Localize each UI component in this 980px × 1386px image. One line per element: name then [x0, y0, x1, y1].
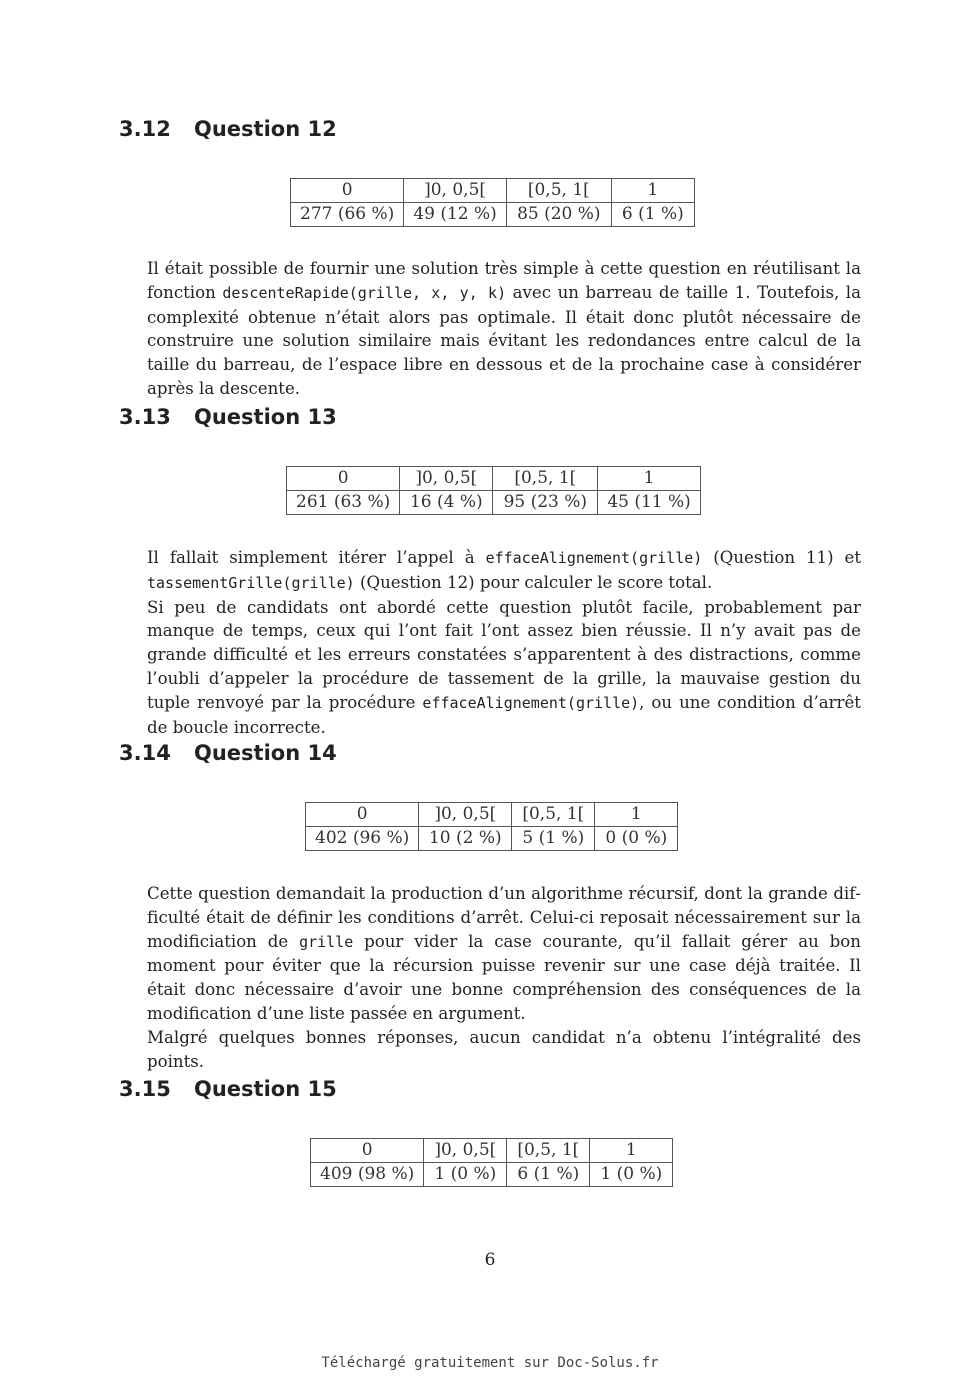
paragraph-text: Il fallait simplement itérer l’appel à — [147, 548, 486, 567]
table-cell: 16 (4 %) — [400, 491, 493, 515]
section-body-q14 — [119, 882, 861, 1073]
table-header-cell: ]0, 0,5[ — [404, 179, 507, 203]
inline-code: grille — [299, 932, 354, 951]
table-cell: 261 (63 %) — [287, 491, 400, 515]
table-header-cell: 1 — [590, 1139, 673, 1163]
section-body-q13 — [119, 546, 861, 739]
section-title: Question 14 — [194, 741, 337, 765]
table-cell: 45 (11 %) — [598, 491, 701, 515]
table-header-cell: [0,5, 1[ — [512, 803, 595, 827]
table-cell: 95 (23 %) — [493, 491, 598, 515]
table-header-cell: [0,5, 1[ — [507, 1139, 590, 1163]
table-header-cell: ]0, 0,5[ — [419, 803, 512, 827]
table-cell: 10 (2 %) — [419, 827, 512, 851]
score-table-q13 — [286, 466, 701, 515]
table-cell: 1 (0 %) — [590, 1163, 673, 1187]
table-header-cell: 0 — [287, 467, 400, 491]
table-header-row — [291, 179, 695, 203]
paragraph — [119, 1026, 861, 1074]
section-heading-3-14 — [119, 741, 337, 765]
table-cell: 1 (0 %) — [424, 1163, 507, 1187]
table-header-cell: 0 — [311, 1139, 424, 1163]
section-body-q12 — [119, 257, 861, 401]
table-header-cell: 1 — [611, 179, 694, 203]
paragraph-text: (Question 12) pour calculer le score total. — [354, 572, 713, 592]
table-cell: 5 (1 %) — [512, 827, 595, 851]
table-header-cell: ]0, 0,5[ — [400, 467, 493, 491]
table-header-row — [287, 467, 701, 491]
section-title: Question 15 — [194, 1077, 337, 1101]
section-heading-3-15 — [119, 1077, 337, 1101]
paragraph-text: Malgré quelques bonnes réponses, aucun candidat n’a obtenu l’intégralité des points. — [147, 1027, 861, 1071]
table-cell: 6 (1 %) — [611, 203, 694, 227]
table-cell: 6 (1 %) — [507, 1163, 590, 1187]
paragraph-text: Cette question demandait la production d’un algorithme récursif, dont la grande difficulté était de définir les conditions d’arrêt. Celui-ci reposait nécessairement sur la modificiation de — [147, 884, 861, 951]
page-number: 6 — [484, 1250, 496, 1270]
section-number: 3.12 — [119, 117, 171, 141]
table-cell: 277 (66 %) — [291, 203, 404, 227]
paragraph-text: (Question 11) et — [702, 548, 862, 567]
section-heading-3-13 — [119, 405, 337, 429]
section-heading-3-12 — [119, 117, 337, 141]
section-title: Question 13 — [194, 405, 337, 429]
table-cell: 85 (20 %) — [506, 203, 611, 227]
section-number: 3.14 — [119, 741, 171, 765]
table-cell: 409 (98 %) — [311, 1163, 424, 1187]
inline-code: effaceAlignement(grille) — [422, 693, 640, 712]
paragraph-text: avec un barreau de taille 1. Toutefois, la complexité obtenue n’était alors pas optimale. Il était donc plutôt nécessaire de construire une solution similaire mais évitant les redondances entre calcul de la taille du barreau, de l’espace libre en dessous et de la prochaine case à considérer après la descente. — [147, 282, 861, 398]
table-row — [291, 203, 695, 227]
inline-code: descenteRapide(grille, x, y, k) — [222, 283, 507, 302]
paragraph — [119, 882, 861, 1026]
paragraph-text: pour vider la case courante, qu’il fallait gérer au bon moment pour éviter que la récursion puisse revenir sur une case déjà traitée. Il était donc nécessaire d’avoir une bonne compréhension des conséquences de la modification d’une liste passée en argument. — [147, 931, 861, 1023]
table-row — [311, 1163, 673, 1187]
score-table-q14 — [305, 802, 678, 851]
table-header-cell: [0,5, 1[ — [506, 179, 611, 203]
table-header-row — [306, 803, 678, 827]
table-header-cell: 1 — [595, 803, 678, 827]
table-header-cell: 1 — [598, 467, 701, 491]
table-header-cell: [0,5, 1[ — [493, 467, 598, 491]
table-row — [306, 827, 678, 851]
section-title: Question 12 — [194, 117, 337, 141]
inline-code: effaceAlignement(grille) — [485, 549, 703, 567]
section-number: 3.15 — [119, 1077, 171, 1101]
score-table-q15 — [310, 1138, 673, 1187]
table-header-cell: 0 — [306, 803, 419, 827]
table-header-cell: 0 — [291, 179, 404, 203]
download-footer: Téléchargé gratuitement sur Doc-Solus.fr — [321, 1355, 659, 1371]
table-cell: 0 (0 %) — [595, 827, 678, 851]
table-header-row — [311, 1139, 673, 1163]
paragraph-text: Il était possible de fournir une solution très simple à cette question en réutilisant la fonction — [147, 259, 861, 302]
table-row — [287, 491, 701, 515]
paragraph-text: , ou une condition d’arrêt de boucle incorrecte. — [147, 692, 861, 737]
paragraph-text: Si peu de candidats ont abordé cette question plutôt facile, probablement par manque de temps, ceux qui l’ont fait l’ont assez bien réussie. Il n’y avait pas de grande difficulté et les erreurs constatées s’apparentent à des distractions, comme l’oubli d’appeler la procédure de tassement de la grille, la mauvaise gestion du tuple renvoyé par la procédure — [147, 597, 861, 712]
table-cell: 402 (96 %) — [306, 827, 419, 851]
section-number: 3.13 — [119, 405, 171, 429]
table-header-cell: ]0, 0,5[ — [424, 1139, 507, 1163]
inline-code: tassementGrille(grille) — [147, 573, 355, 592]
table-cell: 49 (12 %) — [404, 203, 507, 227]
paragraph — [119, 596, 861, 740]
paragraph — [119, 257, 861, 401]
paragraph — [119, 546, 861, 596]
score-table-q12 — [290, 178, 695, 227]
